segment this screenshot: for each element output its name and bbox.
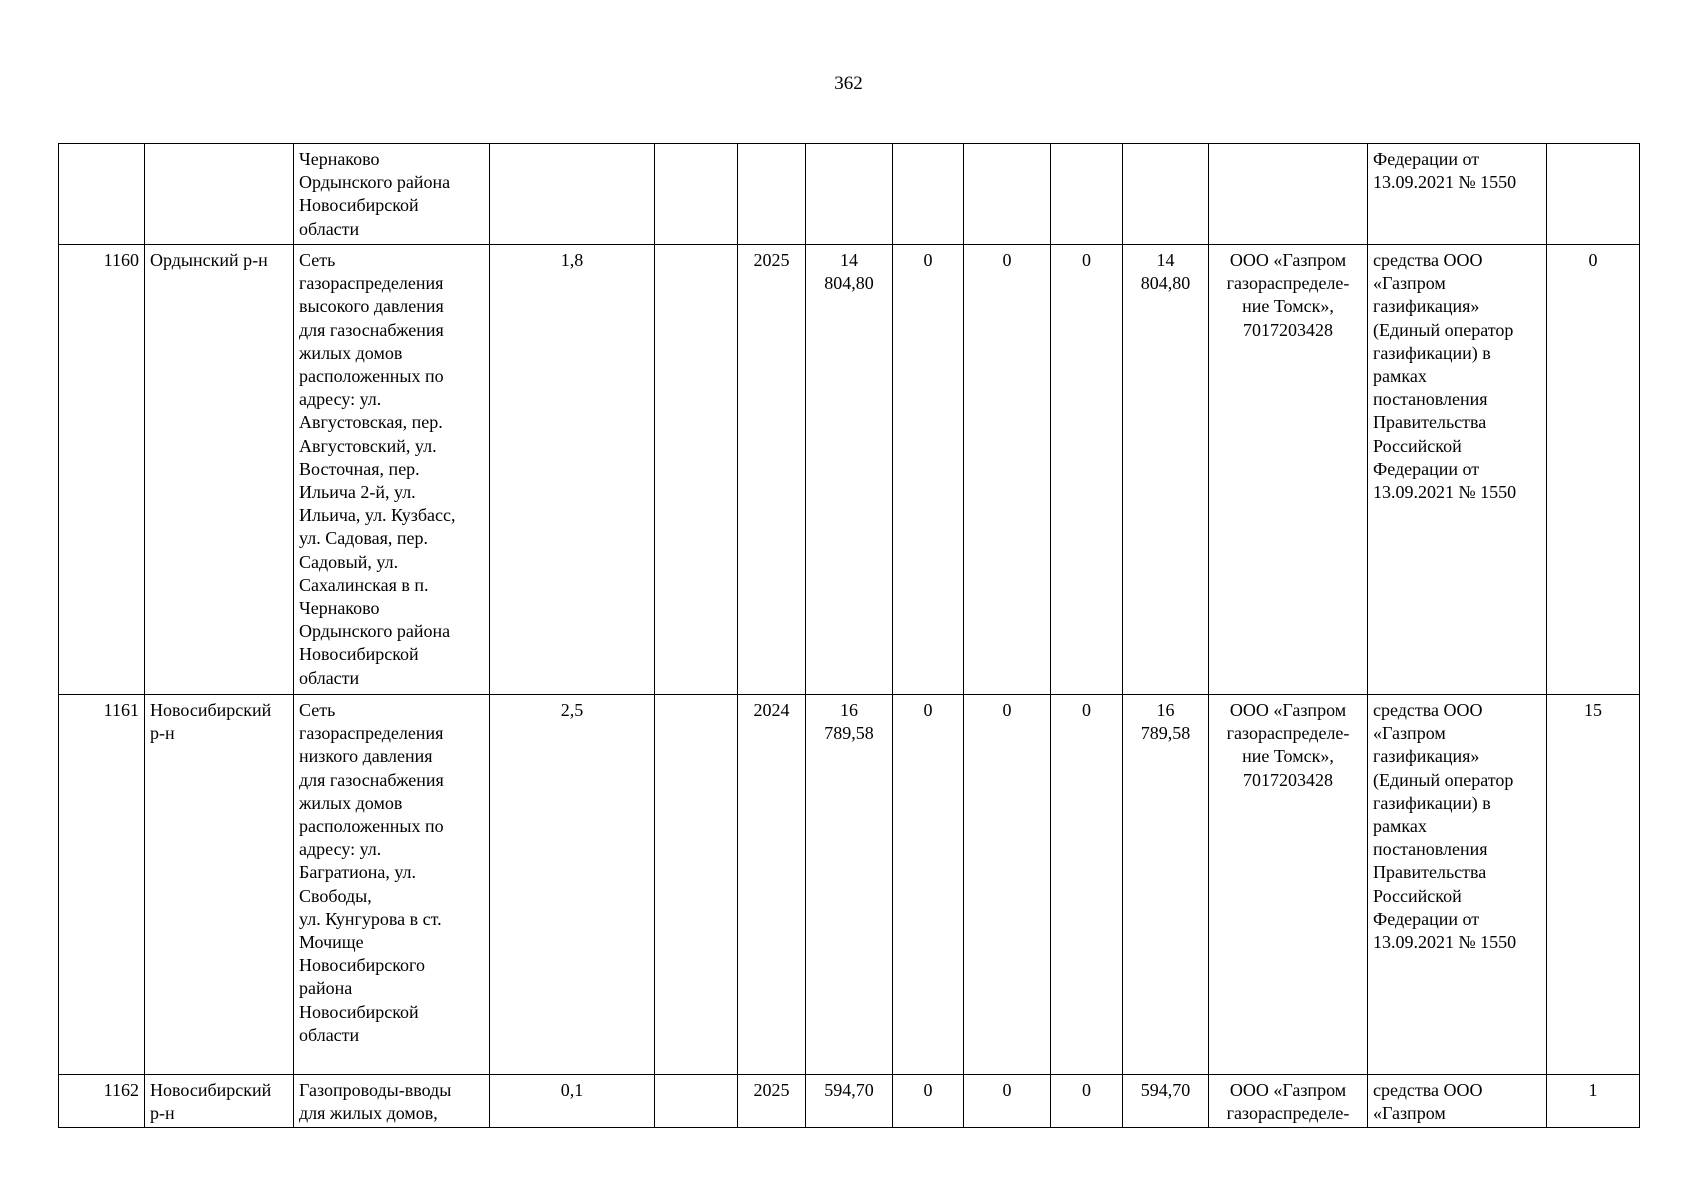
- cell-length: 1,8: [490, 245, 655, 695]
- cell-organization: ООО «Газпром газораспределе- ние Томск», 7017203428: [1209, 695, 1368, 1075]
- table-row: [59, 144, 1640, 245]
- cell-col11: 594,70: [1123, 1075, 1209, 1128]
- cell-col11: [1123, 144, 1209, 245]
- cell-organization: [1209, 144, 1368, 245]
- cell-row-number: 1161: [59, 695, 145, 1075]
- cell-district: Новосибирский р-н: [145, 695, 294, 1075]
- cell-count: 0: [1547, 245, 1640, 695]
- cell-col11: 16 789,58: [1123, 695, 1209, 1075]
- cell-col9: 0: [964, 245, 1051, 695]
- table-row: [59, 695, 1640, 1075]
- cell-col9: [964, 144, 1051, 245]
- cell-col8: [893, 144, 964, 245]
- cell-length: 2,5: [490, 695, 655, 1075]
- cell-col5: [655, 695, 738, 1075]
- cell-year: 2025: [738, 245, 806, 695]
- cell-col5: [655, 1075, 738, 1128]
- cell-count: [1547, 144, 1640, 245]
- cell-funding-source: средства ООО «Газпром газификация» (Единый оператор газификации) в рамках постановления Правительства Российской Федерации от 13.09.2021 № 1550: [1368, 245, 1547, 695]
- cell-district: Новосибирский р-н: [145, 1075, 294, 1128]
- cell-row-number: [59, 144, 145, 245]
- cell-cost: 594,70: [806, 1075, 893, 1128]
- cell-col11: 14 804,80: [1123, 245, 1209, 695]
- page-number: 362: [834, 73, 863, 94]
- cell-year: [738, 144, 806, 245]
- cell-object-description: Сеть газораспределения высокого давления для газоснабжения жилых домов расположенных по адресу: ул. Августовская, пер. Августовский, ул. Восточная, пер. Ильича 2-й, ул. Ильича, ул. Кузбасс, ул. Садовая, пер. Садовый, ул. Сахалинская в п. Чернаково Ордынского района Новосибирской области: [294, 245, 490, 695]
- cell-object-description: Газопроводы-вводы для жилых домов,: [294, 1075, 490, 1128]
- cell-funding-source: средства ООО «Газпром: [1368, 1075, 1547, 1128]
- cell-year: 2024: [738, 695, 806, 1075]
- cell-row-number: 1160: [59, 245, 145, 695]
- cell-object-description: Чернаково Ордынского района Новосибирской области: [294, 144, 490, 245]
- cell-col5: [655, 245, 738, 695]
- cell-row-number: 1162: [59, 1075, 145, 1128]
- cell-funding-source: Федерации от 13.09.2021 № 1550: [1368, 144, 1547, 245]
- cell-col10: 0: [1051, 1075, 1123, 1128]
- cell-district: [145, 144, 294, 245]
- cell-col9: 0: [964, 1075, 1051, 1128]
- cell-col8: 0: [893, 1075, 964, 1128]
- cell-col8: 0: [893, 245, 964, 695]
- cell-col10: [1051, 144, 1123, 245]
- cell-length: 0,1: [490, 1075, 655, 1128]
- gasification-table: [58, 143, 1640, 1128]
- cell-organization: ООО «Газпром газораспределе-: [1209, 1075, 1368, 1128]
- cell-cost: 16 789,58: [806, 695, 893, 1075]
- cell-col9: 0: [964, 695, 1051, 1075]
- cell-object-description: Сеть газораспределения низкого давления для газоснабжения жилых домов расположенных по адресу: ул. Багратиона, ул. Свободы, ул. Кунгурова в ст. Мочище Новосибирского района Новосибирской области: [294, 695, 490, 1075]
- cell-count: 1: [1547, 1075, 1640, 1128]
- cell-length: [490, 144, 655, 245]
- cell-year: 2025: [738, 1075, 806, 1128]
- table-row: [59, 1075, 1640, 1128]
- table-row: [59, 245, 1640, 695]
- cell-funding-source: средства ООО «Газпром газификация» (Единый оператор газификации) в рамках постановления Правительства Российской Федерации от 13.09.2021 № 1550: [1368, 695, 1547, 1075]
- cell-district: Ордынский р-н: [145, 245, 294, 695]
- cell-organization: ООО «Газпром газораспределе- ние Томск», 7017203428: [1209, 245, 1368, 695]
- cell-cost: 14 804,80: [806, 245, 893, 695]
- cell-col10: 0: [1051, 695, 1123, 1075]
- cell-col10: 0: [1051, 245, 1123, 695]
- cell-count: 15: [1547, 695, 1640, 1075]
- cell-col5: [655, 144, 738, 245]
- cell-col8: 0: [893, 695, 964, 1075]
- cell-cost: [806, 144, 893, 245]
